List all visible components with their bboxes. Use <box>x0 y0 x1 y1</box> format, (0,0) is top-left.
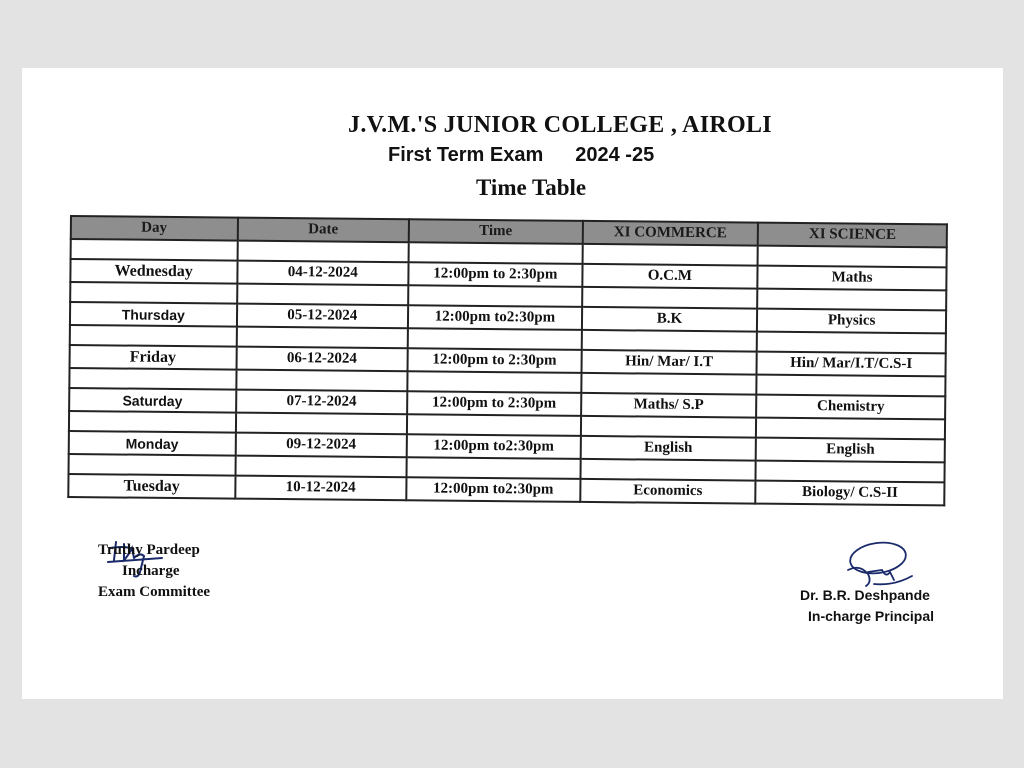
incharge-name: Truthy Pardeep <box>98 542 200 558</box>
exam-heading <box>388 144 654 167</box>
date-cell: 10-12-2024 <box>235 476 407 501</box>
commerce-cell: Hin/ Mar/ I.T <box>581 350 757 375</box>
date-cell: 07-12-2024 <box>236 390 408 415</box>
science-cell: Biology/ C.S-II <box>756 481 945 506</box>
day-cell: Monday <box>69 431 236 456</box>
science-cell: Physics <box>757 309 946 334</box>
principal-name: Dr. B.R. Deshpande <box>800 587 930 603</box>
date-cell: 09-12-2024 <box>235 433 407 458</box>
science-cell: Chemistry <box>756 395 945 420</box>
time-cell: 12:00pm to 2:30pm <box>407 391 581 416</box>
col-header-day: Day <box>71 216 238 241</box>
date-cell: 05-12-2024 <box>236 304 408 329</box>
college-name: J.V.M.'S JUNIOR COLLEGE , AIROLI <box>348 112 772 138</box>
time-cell: 12:00pm to2:30pm <box>407 434 581 459</box>
exam-name: First Term Exam <box>388 144 544 166</box>
document-title: Time Table <box>476 175 587 200</box>
principal-role: In-charge Principal <box>808 608 935 624</box>
academic-year: 2024 -25 <box>575 144 655 166</box>
commerce-cell: B.K <box>582 307 758 332</box>
day-cell: Saturday <box>69 388 236 413</box>
science-cell: Hin/ Mar/I.T/C.S-I <box>757 352 946 377</box>
time-cell: 12:00pm to 2:30pm <box>408 348 582 373</box>
commerce-cell: English <box>580 436 756 461</box>
day-cell: Thursday <box>70 302 237 327</box>
date-cell: 04-12-2024 <box>237 261 409 286</box>
incharge-role: Incharge <box>122 563 180 579</box>
col-header-science: XI SCIENCE <box>758 223 947 248</box>
col-header-commerce: XI COMMERCE <box>582 221 758 246</box>
timetable <box>67 215 948 506</box>
science-cell: Maths <box>758 266 947 291</box>
time-cell: 12:00pm to2:30pm <box>406 477 580 502</box>
date-cell: 06-12-2024 <box>236 347 408 372</box>
incharge-department: Exam Committee <box>98 584 211 600</box>
principal-signature-block <box>800 540 934 627</box>
commerce-cell: Economics <box>580 479 756 504</box>
commerce-cell: O.C.M <box>582 264 758 289</box>
day-cell: Tuesday <box>68 474 235 499</box>
time-cell: 12:00pm to 2:30pm <box>408 262 582 287</box>
time-cell: 12:00pm to2:30pm <box>408 305 582 330</box>
science-cell: English <box>756 438 945 463</box>
col-header-time: Time <box>409 219 583 244</box>
day-cell: Friday <box>70 345 237 370</box>
day-cell: Wednesday <box>70 259 237 284</box>
col-header-date: Date <box>237 218 409 243</box>
commerce-cell: Maths/ S.P <box>581 393 757 418</box>
incharge-signature-block <box>98 540 210 603</box>
